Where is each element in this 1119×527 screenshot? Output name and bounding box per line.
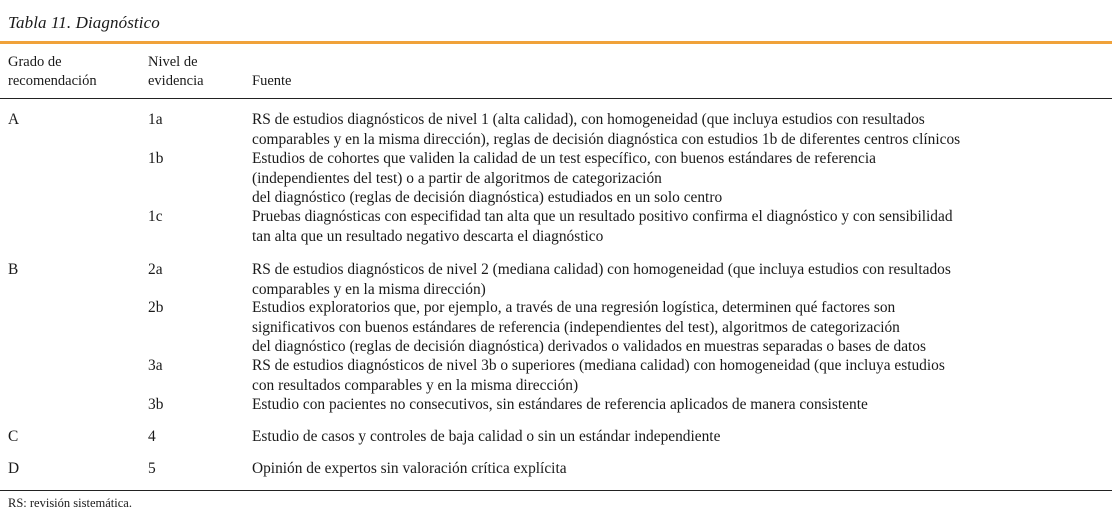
source-line: significativos con buenos estándares de referencia (independientes del test), algoritmos de categorización	[252, 318, 900, 336]
source-line: del diagnóstico (reglas de decisión diagnóstica) estudiados en un solo centro	[252, 189, 723, 206]
level-cell: 3a	[148, 357, 163, 374]
level-cell: 2b	[148, 299, 164, 316]
header-level-line-2: evidencia	[148, 73, 204, 89]
source-line: tan alta que un resultado negativo descarta el diagnóstico	[252, 227, 604, 245]
source-line: Estudio con pacientes no consecutivos, sin estándares de referencia aplicados de manera consistente	[252, 396, 868, 413]
source-line: RS de estudios diagnósticos de nivel 2 (mediana calidad) con homogeneidad (que incluya estudios con resultados	[252, 261, 951, 278]
source-cell	[252, 260, 951, 299]
source-line: RS de estudios diagnósticos de nivel 1 (alta calidad), con homogeneidad (que incluya estudios con resultados	[252, 111, 925, 128]
header-level	[148, 53, 204, 91]
header-rule	[0, 98, 1112, 99]
bottom-rule	[0, 490, 1112, 491]
source-cell	[252, 149, 876, 208]
source-cell	[252, 395, 868, 415]
source-line: Opinión de expertos sin valoración crítica explícita	[252, 460, 567, 477]
title-rule	[0, 41, 1112, 44]
grade-cell: C	[8, 428, 19, 445]
source-cell	[252, 427, 720, 447]
header-grade	[8, 53, 97, 91]
table-title: Tabla 11. Diagnóstico	[8, 13, 160, 32]
source-line: RS de estudios diagnósticos de nivel 3b o superiores (mediana calidad) con homogeneidad (que incluya estudios	[252, 357, 945, 374]
source-line: del diagnóstico (reglas de decisión diagnóstica) derivados o validados en muestras separadas o bases de datos	[252, 338, 926, 355]
source-line: Pruebas diagnósticas con especifidad tan alta que un resultado positivo confirma el diagnóstico y con sensibilidad	[252, 208, 953, 225]
level-cell: 3b	[148, 396, 164, 413]
source-line: con resultados comparables y en la misma dirección)	[252, 376, 579, 394]
level-cell: 1c	[148, 208, 163, 225]
source-line: Estudios exploratorios que, por ejemplo, a través de una regresión logística, determinen qué factores son	[252, 299, 896, 316]
header-grade-line-1: Grado de	[8, 54, 62, 70]
source-cell	[252, 459, 567, 479]
source-line: (independientes del test) o a partir de algoritmos de categorización	[252, 169, 662, 187]
source-line: comparables y en la misma dirección)	[252, 280, 486, 298]
source-cell	[252, 298, 926, 357]
level-cell: 4	[148, 428, 156, 445]
level-cell: 2a	[148, 261, 163, 278]
footnote: RS: revisión sistemática.	[8, 496, 132, 510]
source-cell	[252, 356, 945, 395]
level-cell: 5	[148, 460, 156, 477]
header-level-line-1: Nivel de	[148, 54, 198, 70]
grade-cell: B	[8, 261, 19, 278]
source-line: Estudios de cohortes que validen la calidad de un test específico, con buenos estándares de referencia	[252, 150, 876, 167]
source-line: Estudio de casos y controles de baja calidad o sin un estándar independiente	[252, 428, 721, 445]
grade-cell: D	[8, 460, 20, 477]
source-cell	[252, 207, 953, 246]
grade-cell: A	[8, 111, 20, 128]
source-line: comparables y en la misma dirección), reglas de decisión diagnóstica con estudios 1b de diferentes centros clínicos	[252, 130, 961, 148]
header-grade-line-2: recomendación	[8, 73, 97, 89]
source-cell	[252, 110, 960, 149]
level-cell: 1b	[148, 150, 164, 167]
header-source: Fuente	[252, 73, 292, 89]
level-cell: 1a	[148, 111, 163, 128]
